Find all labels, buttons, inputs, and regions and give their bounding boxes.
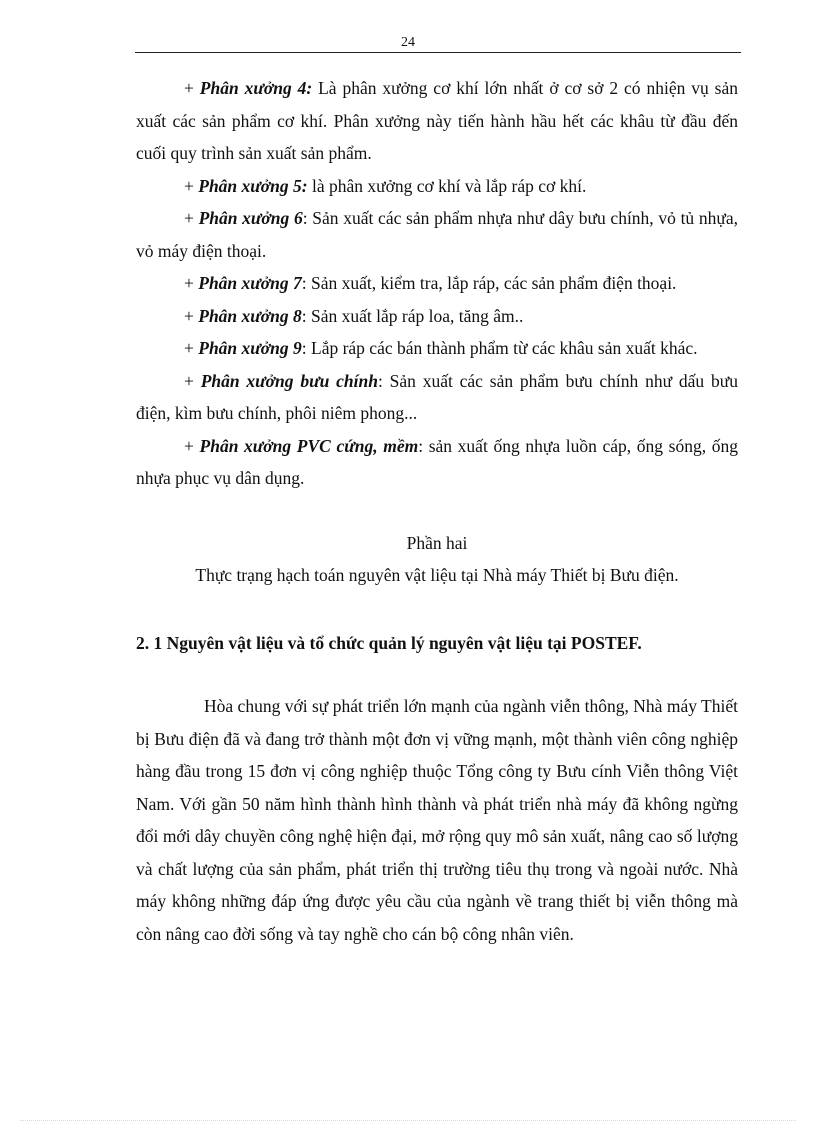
workshop-name: Phân xưởng PVC cứng, mềm [199,435,419,456]
header-rule [135,52,741,53]
bullet: + [184,273,199,293]
workshop-description: : Sản xuất các sản phẩm nhựa như dây bưu chính, vỏ tủ nhựa, vỏ máy điện thoại. [136,208,739,261]
workshop-description: : Sản xuất các sản phẩm bưu chính như dấu bưu điện, kìm bưu chính, phôi niêm phong... [136,370,738,423]
document-body [136,72,738,950]
workshop-item-7 [136,267,738,300]
workshop-name: Phân xưởng 5: [198,175,308,196]
workshop-description: Là phân xưởng cơ khí lớn nhất ở cơ sở 2 có nhiện vụ sản xuất các sản phẩm cơ khí. Phân xưởng này tiến hành hầu hết các khâu từ đầu đến cuối quy trình sản xuất sản phẩm. [136,78,738,163]
bullet: + [184,338,199,358]
part-title: Thực trạng hạch toán nguyên vật liệu tại Nhà máy Thiết bị Bưu điện. [195,565,679,585]
bullet: + [184,305,199,326]
workshop-item-pvc [136,430,738,495]
workshop-name: Phân xưởng 7 [198,273,302,293]
part-label: Phần hai [406,532,468,553]
bullet: + [184,370,201,391]
bullet: + [184,175,199,196]
section-heading: 2. 1 Nguyên vật liệu và tổ chức quản lý nguyên vật liệu tại POSTEF. [136,632,642,653]
workshop-description: : Sản xuất lắp ráp loa, tăng âm.. [301,305,524,326]
workshop-item-8 [136,300,738,333]
workshop-item-postal [136,365,738,430]
workshop-name: Phân xưởng 6 [198,208,303,228]
workshop-name: Phân xưởng 4: [199,78,313,98]
footer-divider [20,1120,796,1121]
bullet: + [184,435,200,456]
workshop-name: Phân xưởng 9 [198,338,302,358]
page-number: 24 [401,35,415,50]
workshop-description: : Sản xuất, kiểm tra, lắp ráp, các sản phẩm điện thoại. [301,273,677,293]
workshop-item-4 [136,72,738,170]
workshop-description: : Lắp ráp các bán thành phẩm từ các khâu sản xuất khác. [301,338,698,358]
workshop-item-6 [136,202,738,267]
bullet: + [184,78,200,98]
workshop-description: là phân xưởng cơ khí và lắp ráp cơ khí. [307,175,587,196]
workshop-name: Phân xưởng 8 [198,305,302,326]
workshop-description: : sản xuất ống nhựa luồn cáp, ống sóng, ống nhựa phục vụ dân dụng. [136,435,738,488]
section-body: Hòa chung với sự phát triển lớn mạnh của ngành viễn thông, Nhà máy Thiết bị Bưu điện đã và đang trở thành một đơn vị vững mạnh, một thành viên công nghiệp hàng đầu trong 15 đơn vị công nghiệp thuộc Tổng công ty Bưu cính Viễn thông Việt Nam. Với gần 50 năm hình thành hình thành và phát triển nhà máy đã không ngừng đổi mới dây chuyền công nghệ hiện đại, mở rộng quy mô sản xuất, nâng cao số lượng và chất lượng của sản phẩm, phát triển thị trường tiêu thụ trong và ngoài nước. Nhà máy không những đáp ứng được yêu cầu của ngành về trang thiết bị viễn thông mà còn nâng cao đời sống và tay nghề cho cán bộ công nhân viên. [136,696,738,944]
workshop-item-5 [136,170,738,203]
workshop-item-9 [136,332,738,365]
bullet: + [184,208,199,228]
workshop-name: Phân xưởng bưu chính [200,370,378,391]
